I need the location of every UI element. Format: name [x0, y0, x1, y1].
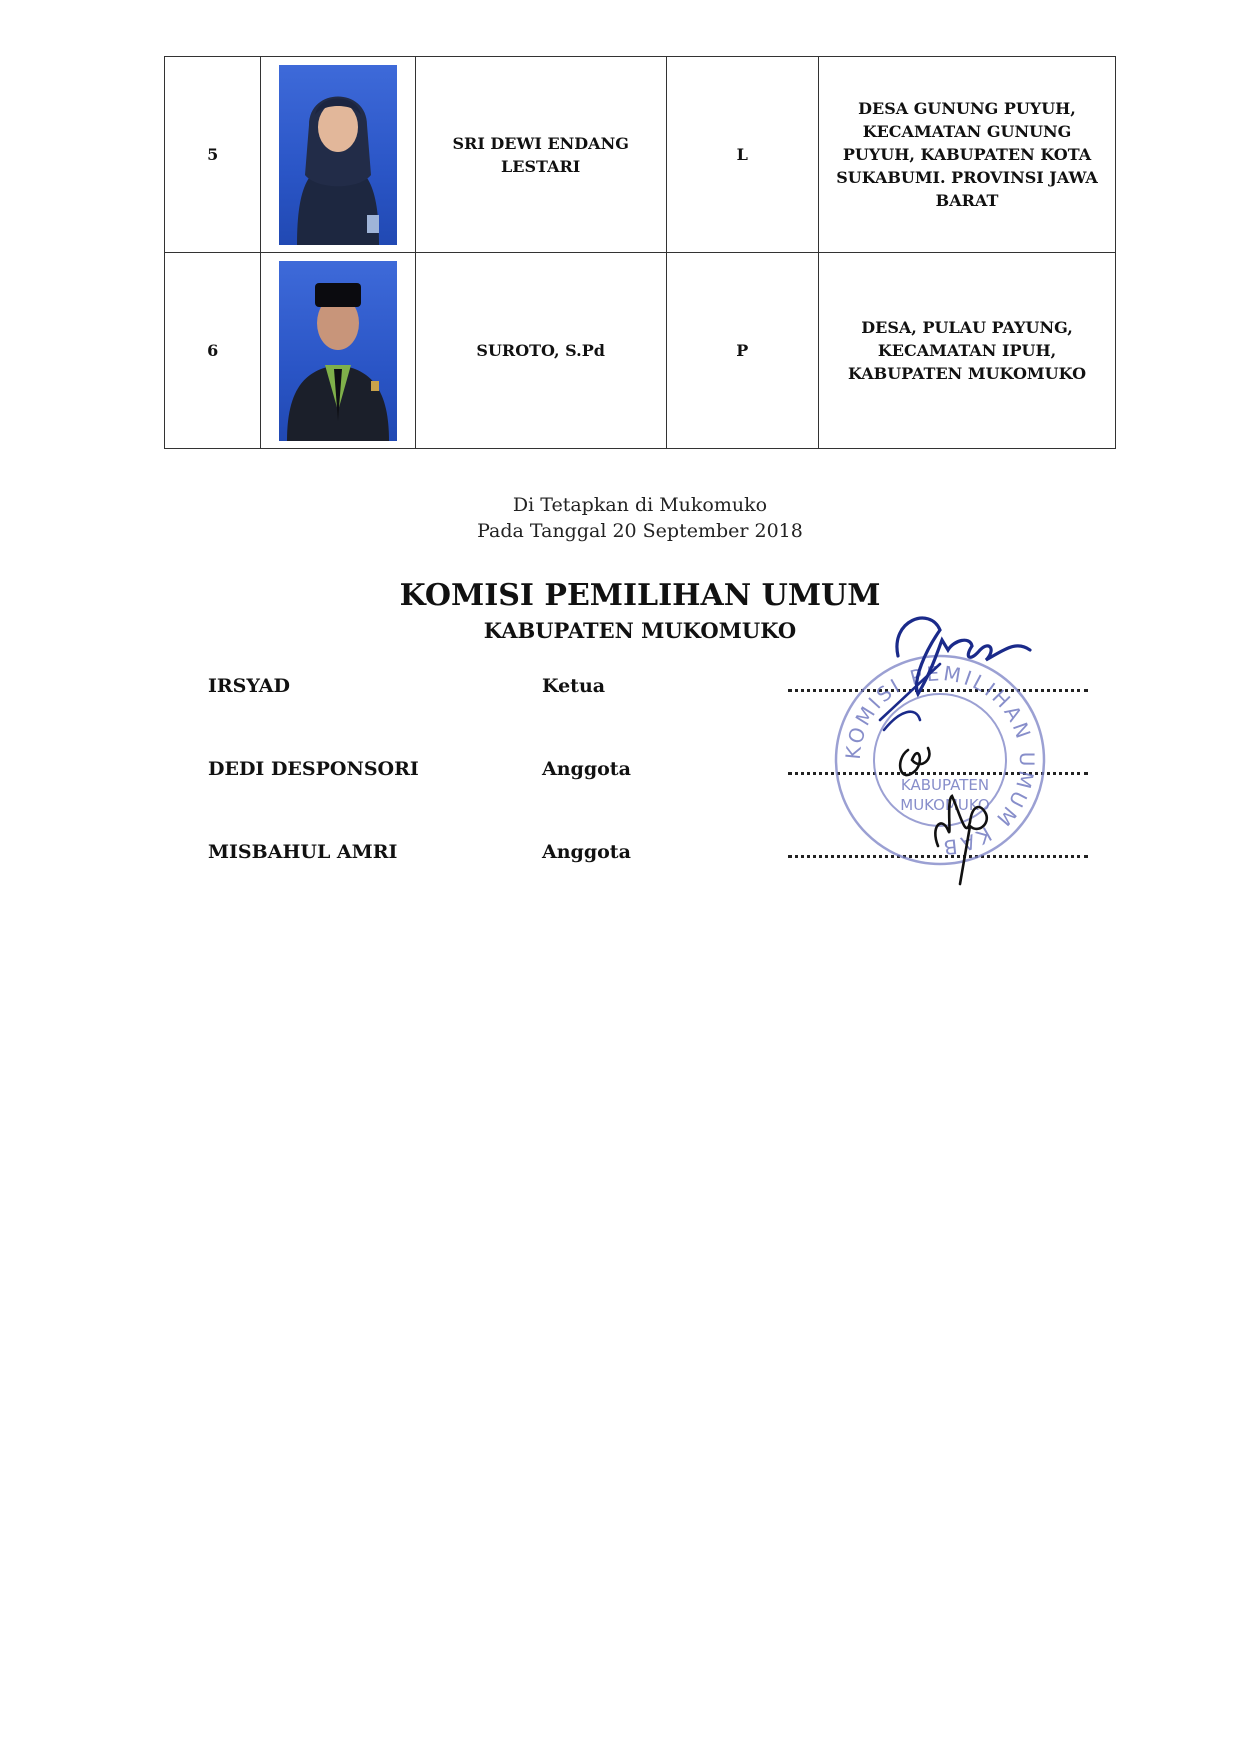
official-stamp-and-signatures — [820, 610, 1060, 910]
date-line: Pada Tanggal 20 September 2018 — [477, 520, 803, 542]
signatory-role: Ketua — [542, 675, 606, 697]
candidate-sex: L — [666, 57, 818, 253]
stamp-center-line2: MUKOMUKO — [900, 796, 990, 814]
portrait-photo-man — [279, 261, 397, 441]
signatory-name: DEDI DESPONSORI — [208, 758, 419, 780]
portrait-photo-woman — [279, 65, 397, 245]
institution-subtitle: KABUPATEN MUKOMUKO — [483, 618, 797, 643]
table-row — [165, 57, 1116, 253]
candidate-name: SUROTO, S.Pd — [415, 253, 666, 449]
photo-cell — [261, 57, 415, 253]
stamp-ring-text: KOMISI PEMILIHAN UMUM KAB — [840, 661, 1040, 860]
signatory-name: IRSYAD — [208, 675, 290, 697]
signatory-role: Anggota — [542, 841, 631, 863]
candidate-address: DESA GUNUNG PUYUH, KECAMATAN GUNUNG PUYUH, KABUPATEN KOTA SUKABUMI. PROVINSI JAWA BARAT — [819, 57, 1116, 253]
signatory-name: MISBAHUL AMRI — [208, 841, 398, 863]
photo-cell — [261, 253, 415, 449]
candidate-name: SRI DEWI ENDANG LESTARI — [415, 57, 666, 253]
candidate-sex: P — [666, 253, 818, 449]
candidate-address: DESA, PULAU PAYUNG, KECAMATAN IPUH, KABUPATEN MUKOMUKO — [819, 253, 1116, 449]
stamp-center-line1: KABUPATEN — [900, 776, 990, 794]
candidate-table — [164, 56, 1116, 449]
signatory-role: Anggota — [542, 758, 631, 780]
row-number: 6 — [165, 253, 261, 449]
svg-text:KOMISI PEMILIHAN UMUM KAB — [841, 661, 1039, 860]
place-line: Di Tetapkan di Mukomuko — [512, 494, 768, 516]
institution-title: KOMISI PEMILIHAN UMUM — [399, 578, 881, 613]
row-number: 5 — [165, 57, 261, 253]
table-row — [165, 253, 1116, 449]
